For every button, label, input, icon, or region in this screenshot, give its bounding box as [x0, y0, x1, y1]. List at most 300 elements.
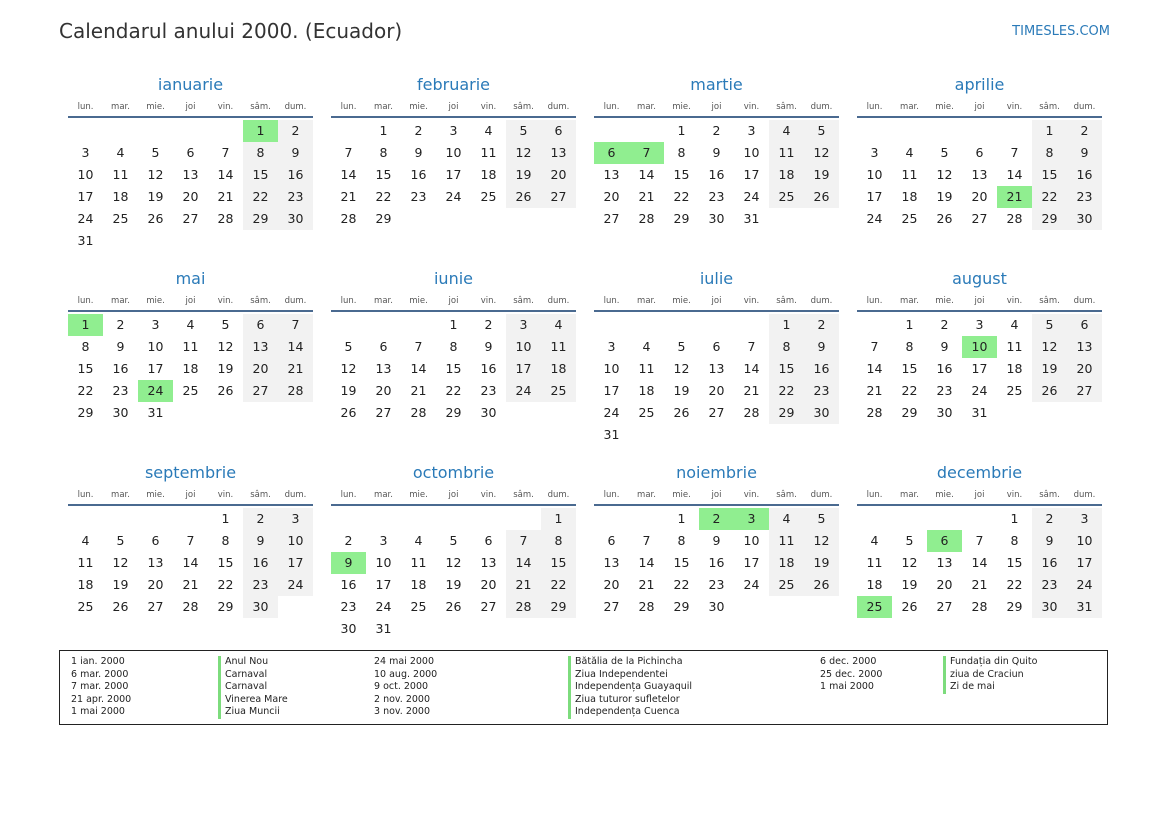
day-cell[interactable]: 26: [217, 383, 234, 398]
day-cell[interactable]: 21: [217, 189, 234, 204]
day-cell[interactable]: 20: [971, 189, 988, 204]
day-cell[interactable]: 27: [243, 380, 278, 402]
day-cell[interactable]: 1: [769, 314, 804, 336]
day-cell[interactable]: 7: [221, 145, 230, 160]
day-cell[interactable]: 20: [147, 577, 164, 592]
day-cell[interactable]: 20: [1067, 358, 1102, 380]
day-cell[interactable]: 6: [712, 339, 721, 354]
day-cell[interactable]: 30: [1032, 596, 1067, 618]
day-cell[interactable]: 4: [870, 533, 879, 548]
day-cell[interactable]: 15: [375, 167, 392, 182]
holiday-day-cell[interactable]: 1: [243, 120, 278, 142]
holiday-day-cell[interactable]: 10: [962, 336, 997, 358]
day-cell[interactable]: 19: [804, 552, 839, 574]
day-cell[interactable]: 14: [182, 555, 199, 570]
day-cell[interactable]: 9: [1067, 142, 1102, 164]
day-cell[interactable]: 29: [673, 211, 690, 226]
day-cell[interactable]: 21: [638, 577, 655, 592]
day-cell[interactable]: 29: [445, 405, 462, 420]
day-cell[interactable]: 4: [1010, 317, 1019, 332]
day-cell[interactable]: 7: [344, 145, 353, 160]
day-cell[interactable]: 26: [673, 405, 690, 420]
holiday-day-cell[interactable]: 2: [699, 508, 734, 530]
day-cell[interactable]: 4: [769, 120, 804, 142]
day-cell[interactable]: 16: [1032, 552, 1067, 574]
day-cell[interactable]: 11: [410, 555, 427, 570]
day-cell[interactable]: 16: [112, 361, 129, 376]
day-cell[interactable]: 2: [804, 314, 839, 336]
day-cell[interactable]: 3: [506, 314, 541, 336]
day-cell[interactable]: 21: [743, 383, 760, 398]
day-cell[interactable]: 18: [410, 577, 427, 592]
day-cell[interactable]: 31: [147, 405, 164, 420]
day-cell[interactable]: 7: [870, 339, 879, 354]
day-cell[interactable]: 15: [901, 361, 918, 376]
day-cell[interactable]: 12: [936, 167, 953, 182]
day-cell[interactable]: 24: [375, 599, 392, 614]
day-cell[interactable]: 5: [116, 533, 125, 548]
day-cell[interactable]: 29: [77, 405, 94, 420]
day-cell[interactable]: 12: [804, 530, 839, 552]
day-cell[interactable]: 2: [278, 120, 313, 142]
day-cell[interactable]: 14: [1006, 167, 1023, 182]
day-cell[interactable]: 9: [414, 145, 423, 160]
day-cell[interactable]: 2: [712, 123, 721, 138]
day-cell[interactable]: 10: [743, 533, 760, 548]
day-cell[interactable]: 2: [1032, 508, 1067, 530]
day-cell[interactable]: 24: [603, 405, 620, 420]
day-cell[interactable]: 13: [541, 142, 576, 164]
day-cell[interactable]: 23: [278, 186, 313, 208]
day-cell[interactable]: 8: [1010, 533, 1019, 548]
day-cell[interactable]: 19: [673, 383, 690, 398]
day-cell[interactable]: 10: [603, 361, 620, 376]
day-cell[interactable]: 23: [243, 574, 278, 596]
day-cell[interactable]: 27: [971, 211, 988, 226]
day-cell[interactable]: 17: [743, 167, 760, 182]
day-cell[interactable]: 14: [638, 555, 655, 570]
day-cell[interactable]: 6: [607, 533, 616, 548]
day-cell[interactable]: 28: [217, 211, 234, 226]
day-cell[interactable]: 5: [344, 339, 353, 354]
day-cell[interactable]: 26: [804, 574, 839, 596]
day-cell[interactable]: 3: [1067, 508, 1102, 530]
day-cell[interactable]: 30: [340, 621, 357, 636]
day-cell[interactable]: 29: [375, 211, 392, 226]
day-cell[interactable]: 8: [677, 145, 686, 160]
day-cell[interactable]: 10: [278, 530, 313, 552]
day-cell[interactable]: 21: [638, 189, 655, 204]
day-cell[interactable]: 12: [112, 555, 129, 570]
day-cell[interactable]: 18: [182, 361, 199, 376]
day-cell[interactable]: 4: [81, 533, 90, 548]
day-cell[interactable]: 30: [1067, 208, 1102, 230]
day-cell[interactable]: 7: [506, 530, 541, 552]
day-cell[interactable]: 11: [901, 167, 918, 182]
day-cell[interactable]: 24: [506, 380, 541, 402]
day-cell[interactable]: 6: [484, 533, 493, 548]
day-cell[interactable]: 17: [506, 358, 541, 380]
day-cell[interactable]: 28: [971, 599, 988, 614]
day-cell[interactable]: 5: [506, 120, 541, 142]
day-cell[interactable]: 17: [971, 361, 988, 376]
day-cell[interactable]: 17: [147, 361, 164, 376]
day-cell[interactable]: 11: [769, 142, 804, 164]
day-cell[interactable]: 7: [1010, 145, 1019, 160]
day-cell[interactable]: 16: [708, 555, 725, 570]
day-cell[interactable]: 3: [975, 317, 984, 332]
day-cell[interactable]: 19: [506, 164, 541, 186]
day-cell[interactable]: 23: [340, 599, 357, 614]
day-cell[interactable]: 8: [1032, 142, 1067, 164]
day-cell[interactable]: 29: [243, 208, 278, 230]
day-cell[interactable]: 31: [743, 211, 760, 226]
day-cell[interactable]: 12: [506, 142, 541, 164]
day-cell[interactable]: 1: [905, 317, 914, 332]
day-cell[interactable]: 2: [1067, 120, 1102, 142]
day-cell[interactable]: 2: [243, 508, 278, 530]
day-cell[interactable]: 20: [480, 577, 497, 592]
day-cell[interactable]: 18: [866, 577, 883, 592]
day-cell[interactable]: 27: [603, 599, 620, 614]
day-cell[interactable]: 10: [375, 555, 392, 570]
day-cell[interactable]: 16: [936, 361, 953, 376]
day-cell[interactable]: 16: [708, 167, 725, 182]
day-cell[interactable]: 13: [1067, 336, 1102, 358]
day-cell[interactable]: 2: [484, 317, 493, 332]
day-cell[interactable]: 28: [410, 405, 427, 420]
day-cell[interactable]: 8: [905, 339, 914, 354]
day-cell[interactable]: 22: [769, 380, 804, 402]
day-cell[interactable]: 24: [278, 574, 313, 596]
day-cell[interactable]: 5: [151, 145, 160, 160]
day-cell[interactable]: 9: [116, 339, 125, 354]
day-cell[interactable]: 14: [217, 167, 234, 182]
day-cell[interactable]: 20: [182, 189, 199, 204]
day-cell[interactable]: 14: [410, 361, 427, 376]
day-cell[interactable]: 18: [769, 164, 804, 186]
day-cell[interactable]: 22: [673, 577, 690, 592]
day-cell[interactable]: 27: [182, 211, 199, 226]
day-cell[interactable]: 29: [901, 405, 918, 420]
day-cell[interactable]: 20: [603, 189, 620, 204]
day-cell[interactable]: 20: [603, 577, 620, 592]
day-cell[interactable]: 22: [243, 186, 278, 208]
day-cell[interactable]: 24: [866, 211, 883, 226]
day-cell[interactable]: 4: [642, 339, 651, 354]
day-cell[interactable]: 27: [480, 599, 497, 614]
day-cell[interactable]: 30: [112, 405, 129, 420]
day-cell[interactable]: 18: [638, 383, 655, 398]
day-cell[interactable]: 23: [804, 380, 839, 402]
day-cell[interactable]: 14: [866, 361, 883, 376]
day-cell[interactable]: 14: [278, 336, 313, 358]
day-cell[interactable]: 6: [243, 314, 278, 336]
day-cell[interactable]: 14: [971, 555, 988, 570]
day-cell[interactable]: 22: [673, 189, 690, 204]
day-cell[interactable]: 27: [936, 599, 953, 614]
holiday-day-cell[interactable]: 6: [594, 142, 629, 164]
day-cell[interactable]: 20: [708, 383, 725, 398]
day-cell[interactable]: 25: [77, 599, 94, 614]
day-cell[interactable]: 23: [936, 383, 953, 398]
day-cell[interactable]: 16: [278, 164, 313, 186]
day-cell[interactable]: 13: [480, 555, 497, 570]
day-cell[interactable]: 12: [673, 361, 690, 376]
day-cell[interactable]: 25: [410, 599, 427, 614]
day-cell[interactable]: 18: [769, 552, 804, 574]
day-cell[interactable]: 14: [743, 361, 760, 376]
day-cell[interactable]: 28: [866, 405, 883, 420]
day-cell[interactable]: 22: [445, 383, 462, 398]
day-cell[interactable]: 6: [975, 145, 984, 160]
day-cell[interactable]: 16: [1067, 164, 1102, 186]
day-cell[interactable]: 16: [340, 577, 357, 592]
day-cell[interactable]: 30: [708, 599, 725, 614]
day-cell[interactable]: 15: [1006, 555, 1023, 570]
day-cell[interactable]: 18: [541, 358, 576, 380]
day-cell[interactable]: 22: [1006, 577, 1023, 592]
day-cell[interactable]: 25: [541, 380, 576, 402]
site-link[interactable]: TIMESLES.COM: [1012, 24, 1110, 39]
day-cell[interactable]: 30: [278, 208, 313, 230]
day-cell[interactable]: 24: [971, 383, 988, 398]
day-cell[interactable]: 13: [243, 336, 278, 358]
day-cell[interactable]: 7: [747, 339, 756, 354]
day-cell[interactable]: 1: [1032, 120, 1067, 142]
day-cell[interactable]: 13: [936, 555, 953, 570]
day-cell[interactable]: 21: [866, 383, 883, 398]
day-cell[interactable]: 15: [445, 361, 462, 376]
holiday-day-cell[interactable]: 7: [629, 142, 664, 164]
day-cell[interactable]: 6: [541, 120, 576, 142]
day-cell[interactable]: 9: [940, 339, 949, 354]
day-cell[interactable]: 11: [182, 339, 199, 354]
day-cell[interactable]: 18: [112, 189, 129, 204]
holiday-day-cell[interactable]: 24: [138, 380, 173, 402]
day-cell[interactable]: 10: [147, 339, 164, 354]
day-cell[interactable]: 1: [449, 317, 458, 332]
day-cell[interactable]: 23: [1032, 574, 1067, 596]
day-cell[interactable]: 27: [708, 405, 725, 420]
day-cell[interactable]: 31: [603, 427, 620, 442]
day-cell[interactable]: 9: [278, 142, 313, 164]
day-cell[interactable]: 30: [708, 211, 725, 226]
day-cell[interactable]: 28: [638, 211, 655, 226]
day-cell[interactable]: 14: [638, 167, 655, 182]
day-cell[interactable]: 13: [708, 361, 725, 376]
day-cell[interactable]: 3: [278, 508, 313, 530]
day-cell[interactable]: 19: [1032, 358, 1067, 380]
day-cell[interactable]: 21: [971, 577, 988, 592]
day-cell[interactable]: 4: [414, 533, 423, 548]
day-cell[interactable]: 11: [1006, 339, 1023, 354]
day-cell[interactable]: 27: [541, 186, 576, 208]
day-cell[interactable]: 15: [541, 552, 576, 574]
day-cell[interactable]: 8: [541, 530, 576, 552]
day-cell[interactable]: 24: [743, 577, 760, 592]
holiday-day-cell[interactable]: 1: [68, 314, 103, 336]
day-cell[interactable]: 7: [975, 533, 984, 548]
day-cell[interactable]: 10: [77, 167, 94, 182]
day-cell[interactable]: 8: [243, 142, 278, 164]
day-cell[interactable]: 21: [410, 383, 427, 398]
day-cell[interactable]: 23: [1067, 186, 1102, 208]
day-cell[interactable]: 4: [905, 145, 914, 160]
day-cell[interactable]: 30: [480, 405, 497, 420]
day-cell[interactable]: 13: [147, 555, 164, 570]
day-cell[interactable]: 8: [379, 145, 388, 160]
day-cell[interactable]: 29: [217, 599, 234, 614]
day-cell[interactable]: 1: [677, 123, 686, 138]
day-cell[interactable]: 15: [673, 555, 690, 570]
day-cell[interactable]: 11: [77, 555, 94, 570]
day-cell[interactable]: 3: [151, 317, 160, 332]
day-cell[interactable]: 17: [278, 552, 313, 574]
day-cell[interactable]: 5: [449, 533, 458, 548]
day-cell[interactable]: 4: [541, 314, 576, 336]
day-cell[interactable]: 5: [940, 145, 949, 160]
day-cell[interactable]: 30: [936, 405, 953, 420]
day-cell[interactable]: 15: [1032, 164, 1067, 186]
day-cell[interactable]: 25: [638, 405, 655, 420]
day-cell[interactable]: 28: [506, 596, 541, 618]
day-cell[interactable]: 3: [449, 123, 458, 138]
day-cell[interactable]: 28: [340, 211, 357, 226]
day-cell[interactable]: 21: [340, 189, 357, 204]
day-cell[interactable]: 24: [743, 189, 760, 204]
day-cell[interactable]: 25: [769, 186, 804, 208]
day-cell[interactable]: 30: [804, 402, 839, 424]
day-cell[interactable]: 31: [971, 405, 988, 420]
day-cell[interactable]: 29: [1032, 208, 1067, 230]
day-cell[interactable]: 15: [673, 167, 690, 182]
day-cell[interactable]: 21: [278, 358, 313, 380]
day-cell[interactable]: 8: [769, 336, 804, 358]
day-cell[interactable]: 17: [77, 189, 94, 204]
day-cell[interactable]: 27: [603, 211, 620, 226]
day-cell[interactable]: 25: [112, 211, 129, 226]
day-cell[interactable]: 19: [112, 577, 129, 592]
day-cell[interactable]: 17: [603, 383, 620, 398]
day-cell[interactable]: 26: [445, 599, 462, 614]
day-cell[interactable]: 26: [147, 211, 164, 226]
day-cell[interactable]: 22: [541, 574, 576, 596]
day-cell[interactable]: 27: [1067, 380, 1102, 402]
day-cell[interactable]: 25: [769, 574, 804, 596]
day-cell[interactable]: 12: [147, 167, 164, 182]
day-cell[interactable]: 9: [243, 530, 278, 552]
day-cell[interactable]: 28: [1006, 211, 1023, 226]
day-cell[interactable]: 4: [769, 508, 804, 530]
day-cell[interactable]: 12: [1032, 336, 1067, 358]
day-cell[interactable]: 21: [182, 577, 199, 592]
day-cell[interactable]: 23: [480, 383, 497, 398]
day-cell[interactable]: 18: [480, 167, 497, 182]
day-cell[interactable]: 26: [804, 186, 839, 208]
day-cell[interactable]: 5: [804, 508, 839, 530]
day-cell[interactable]: 25: [1006, 383, 1023, 398]
day-cell[interactable]: 7: [278, 314, 313, 336]
holiday-day-cell[interactable]: 6: [927, 530, 962, 552]
day-cell[interactable]: 22: [375, 189, 392, 204]
day-cell[interactable]: 13: [603, 555, 620, 570]
day-cell[interactable]: 14: [506, 552, 541, 574]
day-cell[interactable]: 2: [940, 317, 949, 332]
day-cell[interactable]: 11: [480, 145, 497, 160]
day-cell[interactable]: 16: [480, 361, 497, 376]
day-cell[interactable]: 26: [340, 405, 357, 420]
day-cell[interactable]: 23: [112, 383, 129, 398]
day-cell[interactable]: 28: [182, 599, 199, 614]
day-cell[interactable]: 11: [769, 530, 804, 552]
day-cell[interactable]: 27: [147, 599, 164, 614]
day-cell[interactable]: 31: [77, 233, 94, 248]
day-cell[interactable]: 3: [379, 533, 388, 548]
day-cell[interactable]: 19: [147, 189, 164, 204]
day-cell[interactable]: 22: [77, 383, 94, 398]
day-cell[interactable]: 6: [379, 339, 388, 354]
day-cell[interactable]: 28: [743, 405, 760, 420]
day-cell[interactable]: 26: [112, 599, 129, 614]
day-cell[interactable]: 31: [375, 621, 392, 636]
day-cell[interactable]: 24: [1067, 574, 1102, 596]
day-cell[interactable]: 10: [506, 336, 541, 358]
day-cell[interactable]: 18: [77, 577, 94, 592]
day-cell[interactable]: 17: [375, 577, 392, 592]
day-cell[interactable]: 17: [1067, 552, 1102, 574]
day-cell[interactable]: 2: [116, 317, 125, 332]
day-cell[interactable]: 3: [607, 339, 616, 354]
day-cell[interactable]: 16: [243, 552, 278, 574]
day-cell[interactable]: 5: [677, 339, 686, 354]
day-cell[interactable]: 26: [506, 186, 541, 208]
day-cell[interactable]: 9: [804, 336, 839, 358]
day-cell[interactable]: 14: [340, 167, 357, 182]
day-cell[interactable]: 19: [340, 383, 357, 398]
day-cell[interactable]: 13: [182, 167, 199, 182]
day-cell[interactable]: 24: [445, 189, 462, 204]
day-cell[interactable]: 5: [221, 317, 230, 332]
day-cell[interactable]: 30: [243, 596, 278, 618]
day-cell[interactable]: 7: [414, 339, 423, 354]
day-cell[interactable]: 19: [445, 577, 462, 592]
day-cell[interactable]: 6: [151, 533, 160, 548]
day-cell[interactable]: 10: [1067, 530, 1102, 552]
day-cell[interactable]: 15: [77, 361, 94, 376]
day-cell[interactable]: 9: [1032, 530, 1067, 552]
day-cell[interactable]: 18: [901, 189, 918, 204]
day-cell[interactable]: 29: [541, 596, 576, 618]
day-cell[interactable]: 19: [901, 577, 918, 592]
day-cell[interactable]: 1: [221, 511, 230, 526]
day-cell[interactable]: 23: [708, 577, 725, 592]
day-cell[interactable]: 8: [449, 339, 458, 354]
holiday-day-cell[interactable]: 25: [857, 596, 892, 618]
day-cell[interactable]: 3: [870, 145, 879, 160]
day-cell[interactable]: 22: [1032, 186, 1067, 208]
day-cell[interactable]: 6: [1067, 314, 1102, 336]
day-cell[interactable]: 25: [480, 189, 497, 204]
day-cell[interactable]: 17: [445, 167, 462, 182]
day-cell[interactable]: 13: [603, 167, 620, 182]
day-cell[interactable]: 9: [712, 145, 721, 160]
day-cell[interactable]: 1: [677, 511, 686, 526]
day-cell[interactable]: 25: [901, 211, 918, 226]
day-cell[interactable]: 24: [77, 211, 94, 226]
day-cell[interactable]: 13: [375, 361, 392, 376]
day-cell[interactable]: 25: [182, 383, 199, 398]
